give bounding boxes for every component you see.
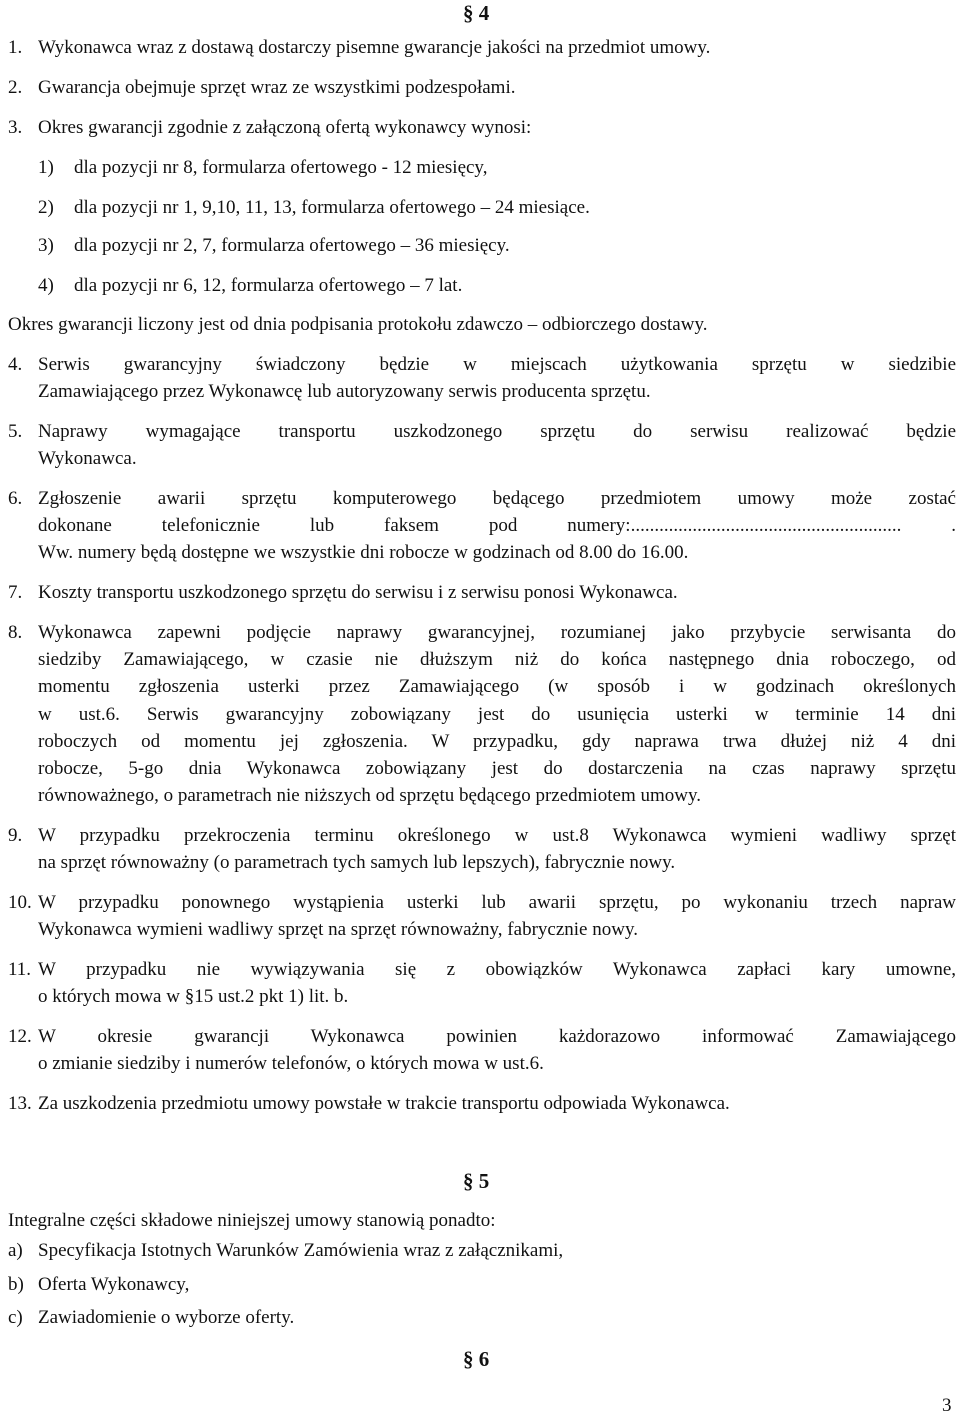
section-heading-4: § 4 (463, 1, 490, 25)
item-text: na sprzęt równoważny (o parametrach tych samych lub lepszych), fabrycznie nowy. (38, 852, 676, 873)
list-letter: c) (8, 1307, 23, 1328)
item-text: robocze, 5-go dnia Wykonawca zobowiązany jest do dostarczenia na czas naprawy sprzętu (38, 758, 956, 779)
item-text: równoważnego, o parametrach nie niższych od sprzętu będącego przedmiotem umowy. (38, 785, 701, 806)
section-intro: Integralne części składowe niniejszej umowy stanowią ponadto: (8, 1210, 496, 1231)
subitem-text: dla pozycji nr 6, 12, formularza ofertowego – 7 lat. (74, 275, 463, 296)
item-text: Wykonawca wraz z dostawą dostarczy pisemne gwarancje jakości na przedmiot umowy. (38, 37, 711, 58)
item-text: Koszty transportu uszkodzonego sprzętu do serwisu i z serwisu ponosi Wykonawca. (38, 582, 678, 603)
item-number: 6. (8, 488, 23, 509)
item-number: 8. (8, 622, 23, 643)
item-text: o zmianie siedziby i numerów telefonów, o których mowa w ust.6. (38, 1053, 544, 1074)
item-text: Zgłoszenie awarii sprzętu komputerowego będącego przedmiotem umowy może zostać (38, 488, 956, 509)
item-number: 3. (8, 117, 23, 138)
item-text: Ww. numery będą dostępne we wszystkie dni robocze w godzinach od 8.00 do 16.00. (38, 542, 689, 563)
item-number: 12. (8, 1026, 32, 1047)
item-number: 5. (8, 421, 23, 442)
subitem-number: 3) (38, 235, 54, 256)
item-text: W przypadku ponownego wystąpienia usterki lub awarii sprzętu, po wykonaniu trzech napraw (38, 892, 956, 913)
item-number: 9. (8, 825, 23, 846)
subitem-number: 4) (38, 275, 54, 296)
list-item: Oferta Wykonawcy, (38, 1274, 190, 1295)
item-number: 11. (8, 959, 32, 980)
item-text: siedziby Zamawiającego, w czasie nie dłuższym niż do końca następnego dnia roboczego, od (38, 649, 956, 670)
item-text: W przypadku nie wywiązywania się z obowiązków Wykonawca zapłaci kary umowne, (38, 959, 956, 980)
item-number: 2. (8, 77, 23, 98)
item-text: Wykonawca wymieni wadliwy sprzęt na sprzęt równoważny, fabrycznie nowy. (38, 919, 638, 940)
item-number: 13. (8, 1093, 32, 1114)
subitem-number: 1) (38, 157, 54, 178)
item-text: dokonane telefonicznie lub faksem pod numery:......................................................... . (38, 515, 956, 536)
item-text: Okres gwarancji zgodnie z załączoną ofertą wykonawcy wynosi: (38, 117, 532, 138)
item-number: 1. (8, 37, 23, 58)
list-item: Zawiadomienie o wyborze oferty. (38, 1307, 295, 1328)
list-letter: a) (8, 1240, 23, 1261)
subitem-text: dla pozycji nr 1, 9,10, 11, 13, formularza ofertowego – 24 miesiące. (74, 197, 590, 218)
item-text: Serwis gwarancyjny świadczony będzie w miejscach użytkowania sprzętu w siedzibie (38, 354, 956, 375)
item-number: 4. (8, 354, 23, 375)
item-text: W przypadku przekroczenia terminu określonego w ust.8 Wykonawca wymieni wadliwy sprzęt (38, 825, 956, 846)
item-text: Wykonawca. (38, 448, 137, 469)
list-letter: b) (8, 1274, 24, 1295)
subitem-text: dla pozycji nr 8, formularza ofertowego - 12 miesięcy, (74, 157, 488, 178)
item-text: momentu zgłoszenia usterki przez Zamawiającego (w sposób i w godzinach określonych (38, 676, 956, 697)
item-text: Za uszkodzenia przedmiotu umowy powstałe w trakcie transportu odpowiada Wykonawca. (38, 1093, 730, 1114)
item-text: Naprawy wymagające transportu uszkodzonego sprzętu do serwisu realizować będzie (38, 421, 956, 442)
list-item: Specyfikacja Istotnych Warunków Zamówienia wraz z załącznikami, (38, 1240, 564, 1261)
item-text: o których mowa w §15 ust.2 pkt 1) lit. b. (38, 986, 349, 1007)
subitem-number: 2) (38, 197, 54, 218)
item-number: 7. (8, 582, 23, 603)
item-text: w ust.6. Serwis gwarancyjny zobowiązany jest do usunięcia usterki w terminie 14 dni (38, 704, 956, 725)
item-text: Gwarancja obejmuje sprzęt wraz ze wszystkimi podzespołami. (38, 77, 516, 98)
item-text: Okres gwarancji liczony jest od dnia podpisania protokołu zdawczo – odbiorczego dostawy. (8, 314, 708, 335)
section-heading-6: § 6 (463, 1347, 490, 1371)
item-text: W okresie gwarancji Wykonawca powinien każdorazowo informować Zamawiającego (38, 1026, 956, 1047)
item-text: Zamawiającego przez Wykonawcę lub autoryzowany serwis producenta sprzętu. (38, 381, 651, 402)
item-number: 10. (8, 892, 32, 913)
subitem-text: dla pozycji nr 2, 7, formularza ofertowego – 36 miesięcy. (74, 235, 510, 256)
item-text: roboczych od momentu jej zgłoszenia. W przypadku, gdy naprawa trwa dłużej niż 4 dni (38, 731, 956, 752)
page-number: 3 (942, 1395, 952, 1416)
section-heading-5: § 5 (463, 1169, 490, 1193)
item-text: Wykonawca zapewni podjęcie naprawy gwarancyjnej, rozumianej jako przybycie serwisanta do (38, 622, 956, 643)
